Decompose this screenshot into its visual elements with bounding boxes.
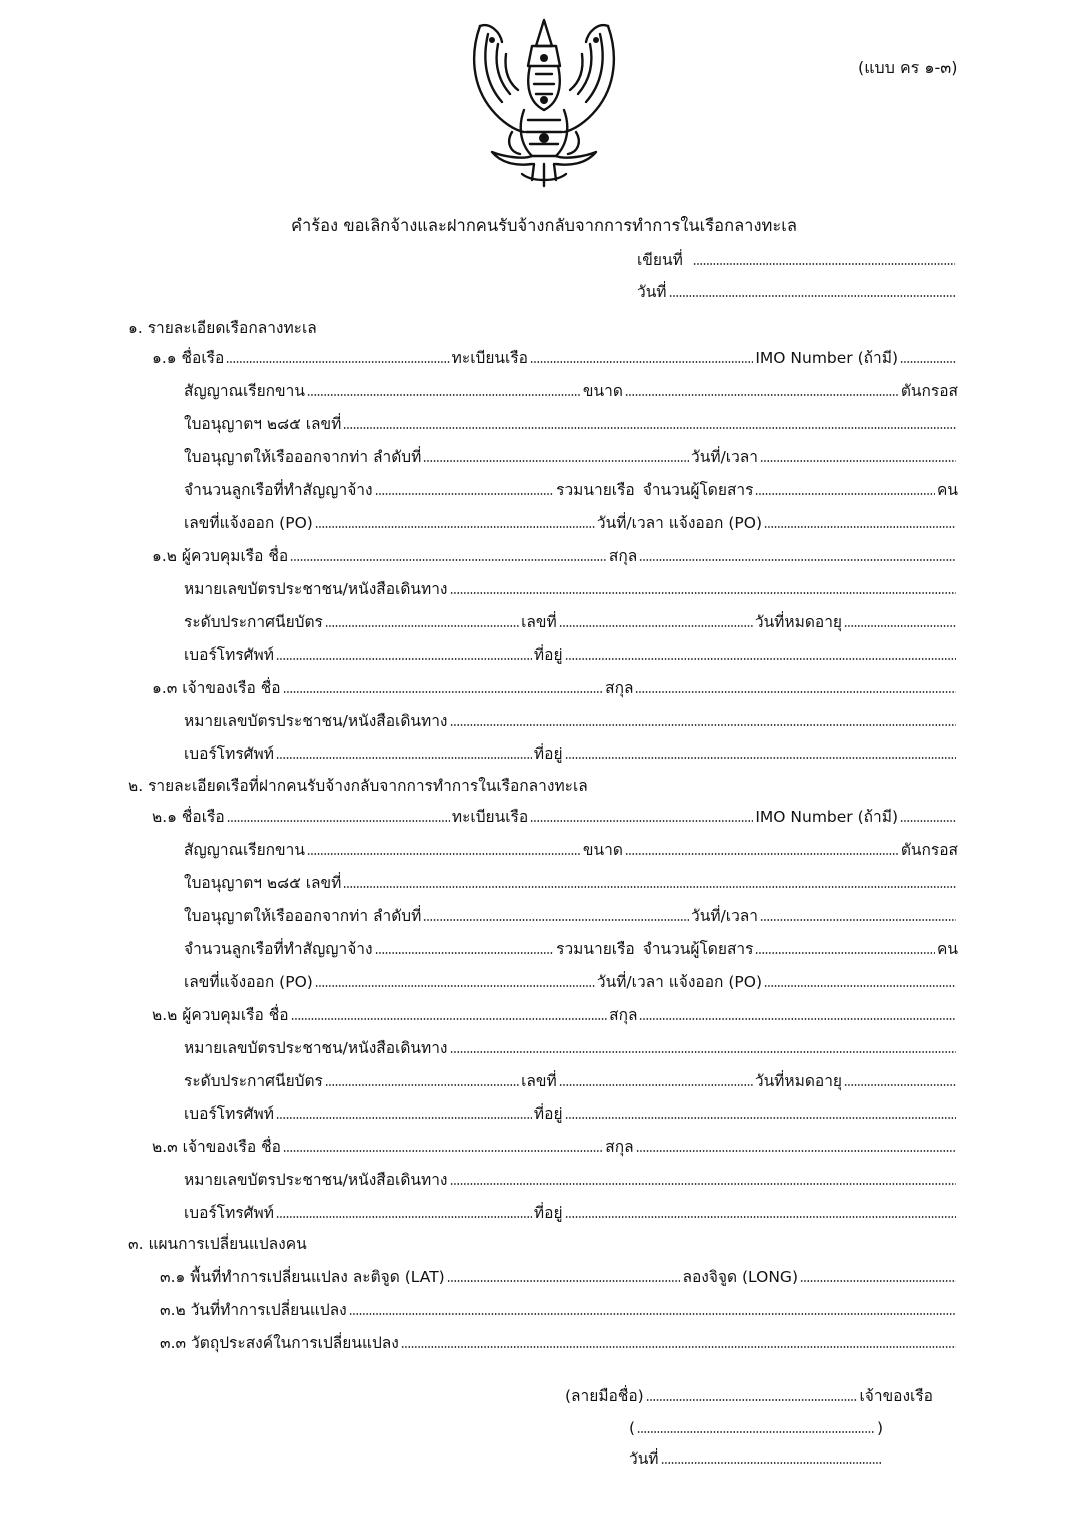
s12-expiry-field[interactable] <box>844 624 956 628</box>
s21-passengers-field[interactable] <box>755 951 935 955</box>
s11-row-po: เลขที่แจ้งออก (PO) วันที่/เวลา แจ้งออก (PO) <box>184 507 958 533</box>
s12-name-field[interactable] <box>290 558 607 562</box>
s21-license-field[interactable] <box>343 885 956 889</box>
s22-certificate-field[interactable] <box>325 1083 519 1087</box>
s22-row-phone: เบอร์โทรศัพท์ ที่อยู่ <box>184 1098 958 1124</box>
s11-registration-field[interactable] <box>530 360 753 364</box>
s21-row-ship: ๒.๑ ชื่อเรือ ทะเบียนเรือ IMO Number (ถ้ามี) <box>152 801 958 827</box>
date-label: วันที่ <box>637 283 667 301</box>
signature-field[interactable] <box>646 1398 858 1402</box>
s32-date-field[interactable] <box>349 1312 956 1316</box>
s23-name-field[interactable] <box>283 1149 603 1153</box>
written-at-label: เขียนที่ <box>637 251 683 269</box>
s13-row-id: หมายเลขบัตรประชาชน/หนังสือเดินทาง <box>184 705 958 731</box>
s21-po-field[interactable] <box>315 984 595 988</box>
s23-surname-field[interactable] <box>636 1149 956 1153</box>
garuda-emblem <box>462 14 626 192</box>
s21-crew-field[interactable] <box>375 951 555 955</box>
s22-number-field[interactable] <box>559 1083 753 1087</box>
written-at-row <box>637 244 957 270</box>
s13-phone-field[interactable] <box>276 756 532 760</box>
s12-row-controller: ๑.๒ ผู้ควบคุมเรือ ชื่อ สกุล <box>152 540 958 566</box>
s11-crew-field[interactable] <box>375 492 555 496</box>
signature-name-field[interactable] <box>637 1430 875 1434</box>
section-2-heading: ๒. รายละเอียดเรือที่ฝากคนรับจ้างกลับจากการทำการในเรือกลางทะเล <box>128 777 588 795</box>
signature-date-row: วันที่ <box>629 1443 883 1469</box>
s11-datetime-field[interactable] <box>760 459 956 463</box>
s12-phone-field[interactable] <box>276 657 532 661</box>
s23-address-field[interactable] <box>565 1215 956 1219</box>
s12-surname-field[interactable] <box>639 558 956 562</box>
signature-name-row: ( ) <box>629 1419 883 1437</box>
s11-row-ship: ๑.๑ ชื่อเรือ ทะเบียนเรือ IMO Number (ถ้ามี) <box>152 342 958 368</box>
s13-id-field[interactable] <box>450 723 957 727</box>
s31-lat-field[interactable] <box>447 1279 681 1283</box>
s23-row-phone: เบอร์โทรศัพท์ ที่อยู่ <box>184 1197 958 1223</box>
s21-row-callsign: สัญญาณเรียกขาน ขนาด ตันกรอส <box>184 841 959 859</box>
s21-imo-field[interactable] <box>900 819 956 823</box>
s11-size-field[interactable] <box>625 393 899 397</box>
s12-row-phone: เบอร์โทรศัพท์ ที่อยู่ <box>184 639 958 665</box>
s11-row-callsign: สัญญาณเรียกขาน ขนาด ตันกรอส <box>184 382 959 400</box>
s32-row-date: ๓.๒ วันที่ทำการเปลี่ยนแปลง <box>160 1294 958 1320</box>
s33-row-purpose: ๓.๓ วัตถุประสงค์ในการเปลี่ยนแปลง <box>160 1327 958 1353</box>
signature-date-field[interactable] <box>661 1461 881 1465</box>
s22-name-field[interactable] <box>291 1017 608 1021</box>
s13-surname-field[interactable] <box>635 690 956 694</box>
s12-row-id: หมายเลขบัตรประชาชน/หนังสือเดินทาง <box>184 573 958 599</box>
s21-datetime-field[interactable] <box>760 918 956 922</box>
s12-row-certificate: ระดับประกาศนียบัตร เลขที่ วันที่หมดอายุ <box>184 606 958 632</box>
signature-row: (ลายมือชื่อ) เจ้าของเรือ <box>565 1387 933 1405</box>
s23-row-id: หมายเลขบัตรประชาชน/หนังสือเดินทาง <box>184 1164 958 1190</box>
s12-address-field[interactable] <box>565 657 956 661</box>
s13-row-owner: ๑.๓ เจ้าของเรือ ชื่อ สกุล <box>152 672 958 698</box>
s21-registration-field[interactable] <box>530 819 753 823</box>
s23-phone-field[interactable] <box>276 1215 532 1219</box>
s21-departure-field[interactable] <box>423 918 689 922</box>
s22-address-field[interactable] <box>565 1116 956 1120</box>
s21-row-po: เลขที่แจ้งออก (PO) วันที่/เวลา แจ้งออก (PO) <box>184 966 958 992</box>
s22-phone-field[interactable] <box>276 1116 532 1120</box>
s11-row-departure: ใบอนุญาตให้เรือออกจากท่า ลำดับที่ วันที่/เวลา <box>184 441 958 467</box>
s11-passengers-field[interactable] <box>755 492 935 496</box>
s31-long-field[interactable] <box>800 1279 956 1283</box>
s23-id-field[interactable] <box>450 1182 957 1186</box>
section-1-heading: ๑. รายละเอียดเรือกลางทะเล <box>128 319 317 337</box>
s13-address-field[interactable] <box>565 756 956 760</box>
s21-po-datetime-field[interactable] <box>764 984 956 988</box>
s12-certificate-field[interactable] <box>325 624 519 628</box>
s22-row-controller: ๒.๒ ผู้ควบคุมเรือ ชื่อ สกุล <box>152 999 958 1025</box>
s11-po-datetime-field[interactable] <box>764 525 956 529</box>
s21-row-crew: จำนวนลูกเรือที่ทำสัญญาจ้าง รวมนายเรือ จำนวนผู้โดยสาร คน <box>184 940 958 958</box>
s23-row-owner: ๒.๓ เจ้าของเรือ ชื่อ สกุล <box>152 1131 958 1157</box>
s33-purpose-field[interactable] <box>401 1345 956 1349</box>
s21-size-field[interactable] <box>625 852 899 856</box>
form-title: คำร้อง ขอเลิกจ้างและฝากคนรับจ้างกลับจากการทำการในเรือกลางทะเล <box>290 216 797 235</box>
s11-license-field[interactable] <box>343 426 956 430</box>
s31-row-area: ๓.๑ พื้นที่ทำการเปลี่ยนแปลง ละติจูด (LAT) ลองจิจูด (LONG) <box>160 1261 958 1287</box>
s22-expiry-field[interactable] <box>844 1083 956 1087</box>
s22-row-certificate: ระดับประกาศนียบัตร เลขที่ วันที่หมดอายุ <box>184 1065 958 1091</box>
s22-row-id: หมายเลขบัตรประชาชน/หนังสือเดินทาง <box>184 1032 958 1058</box>
s13-row-phone: เบอร์โทรศัพท์ ที่อยู่ <box>184 738 958 764</box>
s22-surname-field[interactable] <box>639 1017 956 1021</box>
s21-call-sign-field[interactable] <box>307 852 581 856</box>
s11-row-license: ใบอนุญาตฯ ๒๘๕ เลขที่ <box>184 408 958 434</box>
s11-row-crew: จำนวนลูกเรือที่ทำสัญญาจ้าง รวมนายเรือ จำนวนผู้โดยสาร คน <box>184 481 958 499</box>
s21-row-departure: ใบอนุญาตให้เรือออกจากท่า ลำดับที่ วันที่/เวลา <box>184 900 958 926</box>
s12-id-field[interactable] <box>450 591 957 595</box>
s21-row-license: ใบอนุญาตฯ ๒๘๕ เลขที่ <box>184 867 958 893</box>
s11-ship-name-field[interactable] <box>226 360 449 364</box>
s21-ship-name-field[interactable] <box>227 819 450 823</box>
s11-imo-field[interactable] <box>900 360 956 364</box>
date-field[interactable] <box>669 294 955 298</box>
s11-po-field[interactable] <box>315 525 595 529</box>
s22-id-field[interactable] <box>450 1050 957 1054</box>
form-code: (แบบ คร ๑-๓) <box>858 58 958 77</box>
s12-number-field[interactable] <box>559 624 753 628</box>
s11-call-sign-field[interactable] <box>307 393 581 397</box>
written-at-field[interactable] <box>693 262 955 266</box>
section-3-heading: ๓. แผนการเปลี่ยนแปลงคน <box>128 1235 307 1253</box>
s13-name-field[interactable] <box>283 690 604 694</box>
s11-departure-field[interactable] <box>423 459 689 463</box>
date-row <box>637 276 957 302</box>
